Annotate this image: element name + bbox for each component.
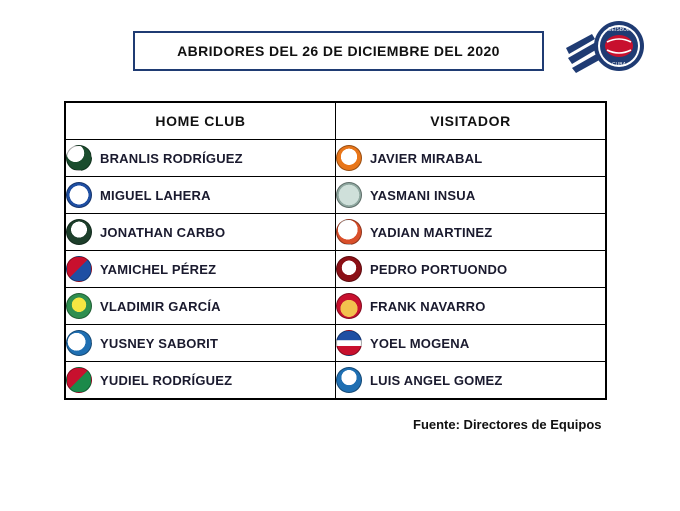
home-cell	[65, 251, 336, 288]
table-row	[65, 288, 606, 325]
column-header-home-club: HOME CLUB	[65, 102, 336, 140]
table-row	[65, 140, 606, 177]
team-logo-cocodrilos-icon	[336, 293, 362, 319]
player-name: YUSNEY SABORIT	[100, 335, 219, 351]
home-cell	[65, 140, 336, 177]
player-name: YAMICHEL PÉREZ	[100, 261, 217, 277]
player-name: BRANLIS RODRÍGUEZ	[100, 150, 243, 166]
table-row	[65, 325, 606, 362]
source-note: Fuente: Directores de Equipos	[413, 417, 602, 432]
table-row	[65, 177, 606, 214]
player-name: VLADIMIR GARCÍA	[100, 298, 221, 314]
visitor-cell	[336, 251, 607, 288]
player-name: JAVIER MIRABAL	[370, 150, 483, 166]
home-cell	[65, 288, 336, 325]
home-cell	[65, 177, 336, 214]
player-name: PEDRO PORTUONDO	[370, 261, 508, 277]
title-banner	[133, 31, 544, 71]
team-logo-toros-icon	[336, 256, 362, 282]
page-title: ABRIDORES DEL 26 DE DICIEMBRE DEL 2020	[177, 43, 500, 59]
table-body	[65, 140, 606, 400]
visitor-cell	[336, 177, 607, 214]
team-logo-matanzas-icon	[66, 219, 92, 245]
team-logo-gallos-icon	[336, 219, 362, 245]
visitor-cell	[336, 214, 607, 251]
visitor-cell	[336, 140, 607, 177]
team-logo-pinar-del-rio-icon	[66, 145, 92, 171]
team-logo-holguin-icon	[66, 367, 92, 393]
player-name: YOEL MOGENA	[370, 335, 470, 351]
column-header-visitador: VISITADOR	[336, 102, 607, 140]
team-logo-elefantes-icon	[336, 182, 362, 208]
team-logo-artemisa-icon	[336, 145, 362, 171]
visitor-cell	[336, 362, 607, 400]
player-name: YADIAN MARTINEZ	[370, 224, 493, 240]
league-logo	[566, 18, 648, 78]
team-logo-las-tunas-icon	[66, 330, 92, 356]
table-row	[65, 362, 606, 400]
player-name: JONATHAN CARBO	[100, 224, 226, 240]
player-name: MIGUEL LAHERA	[100, 187, 211, 203]
visitor-cell	[336, 288, 607, 325]
team-logo-granma-icon	[336, 330, 362, 356]
home-cell	[65, 362, 336, 400]
team-logo-ciego-de-avila-icon	[66, 293, 92, 319]
svg-text:BEISBOL: BEISBOL	[608, 27, 630, 33]
player-name: FRANK NAVARRO	[370, 298, 486, 314]
player-name: YASMANI INSUA	[370, 187, 476, 203]
svg-text:CUBA: CUBA	[612, 62, 626, 68]
team-logo-industriales-icon	[66, 182, 92, 208]
home-cell	[65, 214, 336, 251]
visitor-cell	[336, 325, 607, 362]
player-name: YUDIEL RODRÍGUEZ	[100, 372, 233, 388]
team-logo-santiago-icon	[336, 367, 362, 393]
player-name: LUIS ANGEL GOMEZ	[370, 372, 503, 388]
starting-pitchers-table	[64, 101, 607, 400]
home-cell	[65, 325, 336, 362]
table-header-row	[65, 102, 606, 140]
table-row	[65, 214, 606, 251]
table-row	[65, 251, 606, 288]
baseball-league-logo-icon	[566, 18, 648, 78]
team-logo-villa-clara-icon	[66, 256, 92, 282]
